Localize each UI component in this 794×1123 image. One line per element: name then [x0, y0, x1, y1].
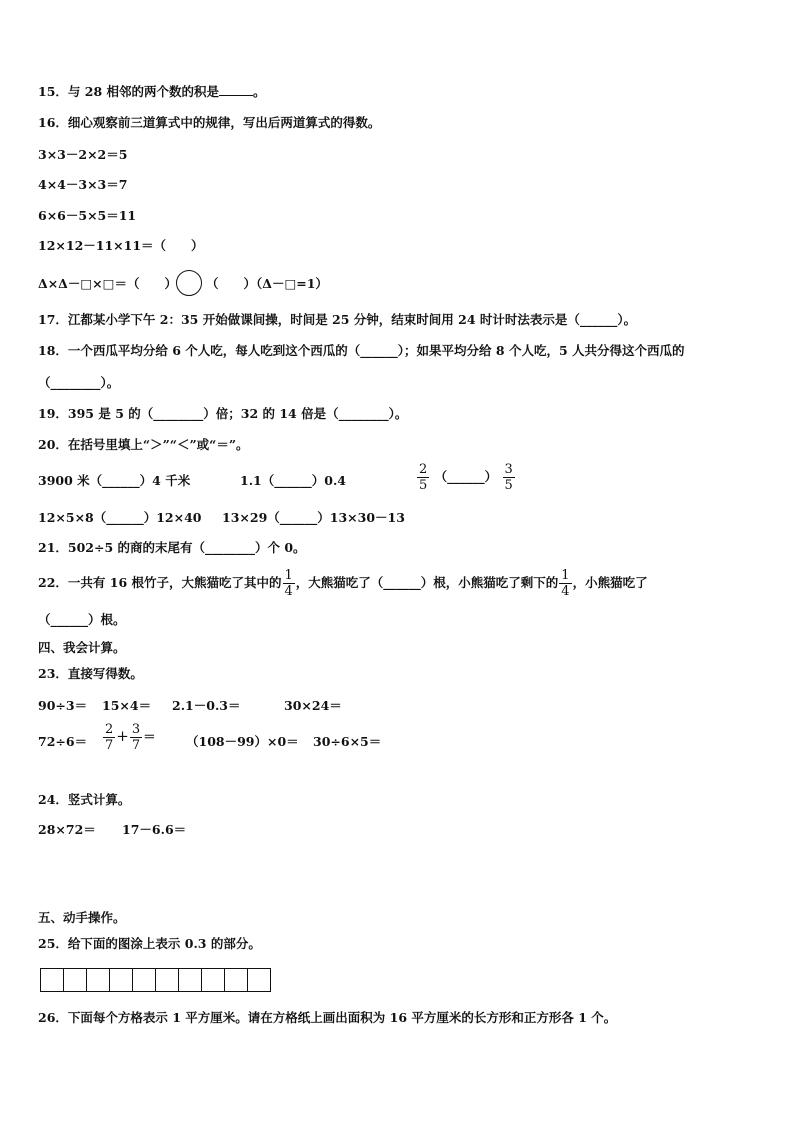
- question-22-cont: （______）根。: [38, 612, 126, 627]
- calc-28x72: 28×72＝: [38, 822, 96, 837]
- compare-c: $\frac{2}{5}$ （______） $\frac{3}{5}$: [419, 462, 513, 493]
- grid-cell[interactable]: [132, 968, 156, 992]
- answer-blank[interactable]: [219, 84, 253, 96]
- grid-cell[interactable]: [40, 968, 64, 992]
- question-17: 17．江都某小学下午 2：35 开始做课间操，时间是 25 分钟，结束时间用 24 时计时法表示是（______）。: [38, 312, 637, 327]
- section-5-heading: 五、动手操作。: [38, 910, 126, 925]
- calc-17-6.6: 17－6.6＝: [122, 822, 187, 837]
- question-19: 19．395 是 5 的（________）倍；32 的 14 倍是（________）。: [38, 406, 408, 421]
- pattern-line-3: 6×6－5×5＝11: [38, 208, 137, 223]
- calc-90div3: 90÷3＝: [38, 698, 88, 713]
- grid-cell[interactable]: [63, 968, 87, 992]
- grid-cell[interactable]: [109, 968, 133, 992]
- question-22: 22．一共有 16 根竹子，大熊猫吃了其中的 $\frac{1}{4}$ ，大熊猫吃了（______）根，小熊猫吃了剩下的 $\frac{1}{4}$ ，小熊猫吃了: [38, 568, 648, 599]
- compare-a: 3900 米（______）4 千米: [38, 473, 191, 488]
- grid-cell[interactable]: [224, 968, 248, 992]
- calc-30x24: 30×24＝: [284, 698, 342, 713]
- compare-e: 13×29（______）13×30－13: [222, 510, 405, 525]
- question-18-cont: （________）。: [38, 375, 120, 390]
- calc-30div6x5: 30÷6×5＝: [313, 734, 382, 749]
- question-15: 15．与 28 相邻的两个数的积是 。: [38, 84, 266, 99]
- question-26: 26．下面每个方格表示 1 平方厘米。请在方格纸上画出面积为 16 平方厘米的长方形和正方形各 1 个。: [38, 1010, 617, 1025]
- calc-72div6: 72÷6＝: [38, 734, 88, 749]
- fraction: $\frac{1}{4}$: [284, 568, 293, 599]
- fraction: $\frac{2}{5}$: [419, 462, 428, 493]
- grid-cell[interactable]: [178, 968, 202, 992]
- calc-108-99: （108－99）×0＝: [186, 734, 299, 749]
- grid-cell[interactable]: [86, 968, 110, 992]
- grid-cell[interactable]: [247, 968, 271, 992]
- pattern-line-4: 12×12－11×11＝（ ）: [38, 238, 204, 253]
- compare-b: 1.1（______）0.4: [240, 473, 346, 488]
- answer-circle[interactable]: [176, 270, 202, 296]
- fraction: $\frac{3}{7}$: [131, 722, 141, 753]
- shading-grid[interactable]: [40, 968, 271, 992]
- question-18: 18．一个西瓜平均分给 6 个人吃，每人吃到这个西瓜的（______）；如果平均分给 8 个人吃，5 人共分得这个西瓜的: [38, 343, 685, 358]
- question-23: 23．直接写得数。: [38, 666, 143, 681]
- fraction: $\frac{3}{5}$: [504, 462, 513, 493]
- question-15-text: 15．与 28 相邻的两个数的积是: [38, 84, 219, 99]
- grid-cell[interactable]: [201, 968, 225, 992]
- pattern-line-5a: Δ×Δ－□×□＝（ ）: [38, 276, 177, 291]
- section-4-heading: 四、我会计算。: [38, 640, 126, 655]
- calc-fraction-sum: $\frac{2}{7}$ + $\frac{3}{7}$ ＝: [105, 722, 156, 753]
- pattern-line-1: 3×3－2×2＝5: [38, 147, 128, 162]
- fraction: $\frac{1}{4}$: [561, 568, 570, 599]
- question-16: 16．细心观察前三道算式中的规律，写出后两道算式的得数。: [38, 115, 381, 130]
- question-25: 25．给下面的图涂上表示 0.3 的部分。: [38, 936, 261, 951]
- calc-15x4: 15×4＝: [102, 698, 152, 713]
- calc-2.1-0.3: 2.1－0.3＝: [172, 698, 241, 713]
- question-24: 24．竖式计算。: [38, 792, 131, 807]
- compare-d: 12×5×8（______）12×40: [38, 510, 202, 525]
- question-21: 21．502÷5 的商的末尾有（________）个 0。: [38, 540, 306, 555]
- fraction: $\frac{2}{7}$: [105, 722, 114, 753]
- question-20: 20．在括号里填上“＞”“＜”或“＝”。: [38, 437, 249, 452]
- pattern-line-2: 4×4－3×3＝7: [38, 177, 128, 192]
- pattern-line-5b: （ ）（Δ－□=1）: [206, 276, 328, 291]
- grid-cell[interactable]: [155, 968, 179, 992]
